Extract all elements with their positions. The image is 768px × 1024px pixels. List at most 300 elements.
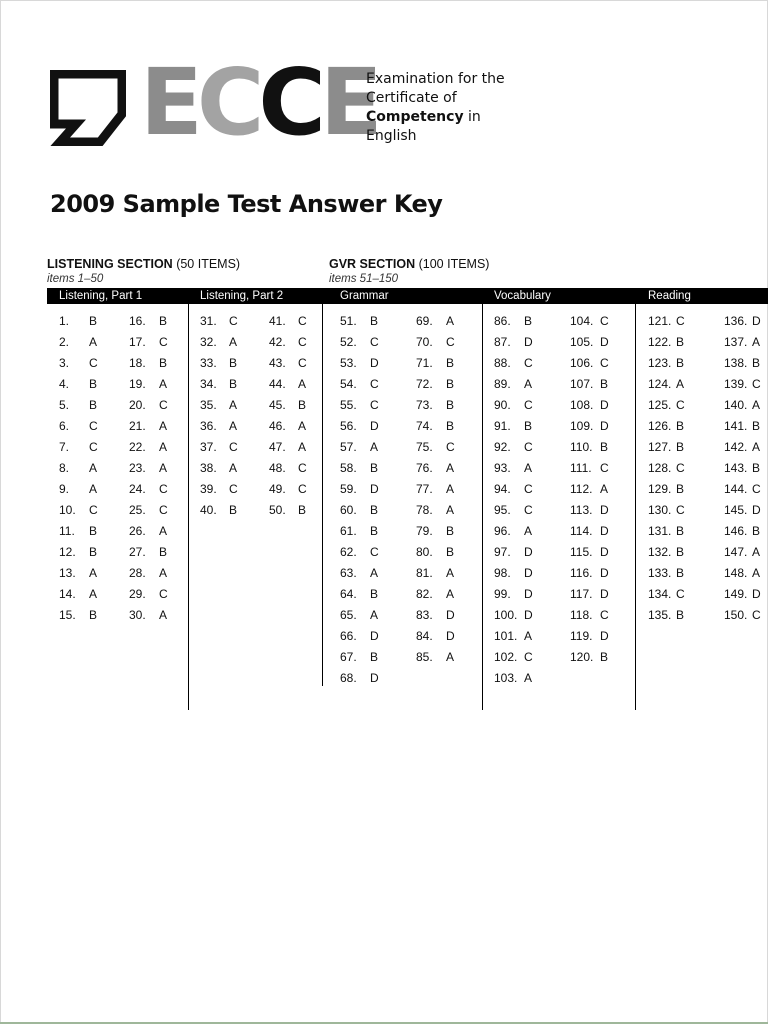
item-number: 35. [200, 398, 217, 412]
answer-letter: A [229, 398, 238, 412]
column-header-vocabulary: Vocabulary [494, 290, 551, 302]
answer-letter: C [524, 398, 533, 412]
section-count: (50 ITEMS) [176, 257, 241, 271]
answer-letter: B [524, 314, 533, 328]
item-number: 142. [724, 440, 748, 454]
item-number: 61. [340, 524, 357, 538]
answer-letter: D [446, 608, 455, 622]
item-number: 66. [340, 629, 357, 643]
item-number: 5. [59, 398, 70, 412]
answer-letter: C [159, 482, 168, 496]
item-number: 13. [59, 566, 76, 580]
item-number: 37. [200, 440, 217, 454]
answer-letter: D [524, 335, 533, 349]
item-number: 9. [59, 482, 70, 496]
column-divider [322, 304, 323, 686]
item-number: 100. [494, 608, 518, 622]
answer-letter: D [524, 587, 533, 601]
listening-section-heading [47, 257, 240, 271]
item-number: 51. [340, 314, 357, 328]
answer-letter: C [370, 377, 379, 391]
item-number: 43. [269, 356, 286, 370]
answer-letter: D [752, 314, 761, 328]
answer-letter: D [600, 335, 609, 349]
answer-letter: C [676, 461, 685, 475]
gvr-items-range: items 51–150 [329, 273, 399, 285]
answer-letter: C [89, 440, 98, 454]
answer-letter: B [676, 482, 685, 496]
item-number: 7. [59, 440, 70, 454]
item-number: 88. [494, 356, 511, 370]
item-number: 110. [570, 440, 593, 454]
item-number: 73. [416, 398, 433, 412]
item-number: 150. [724, 608, 748, 622]
answer-letter: D [524, 608, 533, 622]
section-name: GVR SECTION [329, 257, 416, 271]
answer-letter: A [89, 335, 98, 349]
answer-letter: D [752, 503, 761, 517]
answer-letter: A [159, 566, 168, 580]
item-number: 145. [724, 503, 748, 517]
item-number: 72. [416, 377, 433, 391]
answer-letter: B [600, 377, 609, 391]
answer-letter: C [524, 356, 533, 370]
item-number: 1. [59, 314, 70, 328]
ecce-logo-wordmark [140, 49, 377, 156]
item-number: 54. [340, 377, 357, 391]
item-number: 34. [200, 377, 217, 391]
answer-letter: D [524, 545, 533, 559]
item-number: 46. [269, 419, 286, 433]
answer-letter: C [298, 314, 307, 328]
item-number: 136. [724, 314, 748, 328]
item-number: 44. [269, 377, 286, 391]
item-number: 21. [129, 419, 146, 433]
answer-letter: D [370, 356, 379, 370]
item-number: 82. [416, 587, 433, 601]
page-title: 2009 Sample Test Answer Key [50, 190, 443, 218]
logo-letter: C [258, 49, 320, 156]
item-number: 56. [340, 419, 357, 433]
tagline-line: Examination for the [366, 71, 505, 87]
item-number: 147. [724, 545, 748, 559]
answer-letter: A [752, 335, 761, 349]
item-number: 114. [570, 524, 593, 538]
item-number: 30. [129, 608, 146, 622]
item-number: 121. [648, 314, 672, 328]
answer-letter: C [446, 440, 455, 454]
item-number: 17. [129, 335, 146, 349]
answer-letter: B [89, 608, 98, 622]
answer-letter: B [752, 419, 761, 433]
logo-letter: E [140, 49, 197, 156]
tagline-line: Certificate of [366, 90, 457, 106]
answer-letter: A [524, 524, 533, 538]
item-number: 133. [648, 566, 672, 580]
item-number: 22. [129, 440, 146, 454]
item-number: 107. [570, 377, 594, 391]
answer-letter: A [89, 461, 98, 475]
answer-letter: D [752, 587, 761, 601]
answer-letter: C [298, 335, 307, 349]
answer-letter: D [600, 545, 609, 559]
answer-letter: D [370, 482, 379, 496]
answer-letter: A [524, 629, 533, 643]
item-number: 20. [129, 398, 146, 412]
item-number: 48. [269, 461, 286, 475]
answer-letter: C [524, 503, 533, 517]
item-number: 67. [340, 650, 357, 664]
answer-letter: B [370, 314, 379, 328]
item-number: 47. [269, 440, 286, 454]
item-number: 90. [494, 398, 511, 412]
item-number: 134. [648, 587, 672, 601]
item-number: 6. [59, 419, 70, 433]
answer-letter: B [298, 503, 307, 517]
item-number: 71. [416, 356, 433, 370]
item-number: 101. [494, 629, 518, 643]
answer-letter: B [446, 398, 455, 412]
item-number: 14. [59, 587, 76, 601]
item-number: 130. [648, 503, 672, 517]
answer-letter: A [446, 650, 455, 664]
item-number: 77. [416, 482, 433, 496]
item-number: 103. [494, 671, 518, 685]
item-number: 148. [724, 566, 748, 580]
logo-tagline [366, 70, 505, 146]
answer-letter: C [229, 314, 238, 328]
answer-letter: D [600, 524, 609, 538]
answer-letter: D [600, 629, 609, 643]
item-number: 94. [494, 482, 511, 496]
section-name: LISTENING SECTION [47, 257, 173, 271]
item-number: 41. [269, 314, 286, 328]
answer-letter: A [159, 419, 168, 433]
answer-letter: B [370, 503, 379, 517]
answer-letter: C [159, 398, 168, 412]
answer-letter: A [752, 398, 761, 412]
item-number: 104. [570, 314, 594, 328]
item-number: 124. [648, 377, 672, 391]
item-number: 25. [129, 503, 146, 517]
item-number: 53. [340, 356, 357, 370]
answer-letter: C [676, 503, 685, 517]
answer-letter: A [446, 566, 455, 580]
item-number: 119. [570, 629, 593, 643]
answer-letter: A [446, 482, 455, 496]
answer-letter: A [752, 440, 761, 454]
item-number: 28. [129, 566, 146, 580]
answer-letter: C [159, 587, 168, 601]
answer-letter: A [229, 419, 238, 433]
item-number: 40. [200, 503, 217, 517]
item-number: 135. [648, 608, 672, 622]
item-number: 81. [416, 566, 433, 580]
answer-letter: C [752, 608, 761, 622]
item-number: 45. [269, 398, 286, 412]
item-number: 12. [59, 545, 76, 559]
item-number: 120. [570, 650, 594, 664]
item-number: 65. [340, 608, 357, 622]
answer-letter: D [600, 587, 609, 601]
answer-letter: B [159, 314, 168, 328]
item-number: 111. [570, 461, 592, 475]
answer-letter: C [676, 587, 685, 601]
item-number: 75. [416, 440, 433, 454]
answer-letter: D [370, 419, 379, 433]
item-number: 42. [269, 335, 286, 349]
item-number: 78. [416, 503, 433, 517]
item-number: 85. [416, 650, 433, 664]
answer-letter: B [229, 377, 238, 391]
item-number: 105. [570, 335, 594, 349]
column-header-listening-part1: Listening, Part 1 [59, 290, 143, 302]
answer-letter: B [676, 419, 685, 433]
answer-letter: B [370, 587, 379, 601]
answer-letter: C [370, 335, 379, 349]
answer-letter: C [524, 650, 533, 664]
answer-letter: A [370, 566, 379, 580]
answer-letter: C [676, 398, 685, 412]
item-number: 91. [494, 419, 511, 433]
item-number: 144. [724, 482, 748, 496]
item-number: 117. [570, 587, 593, 601]
item-number: 109. [570, 419, 594, 433]
column-divider [188, 304, 189, 710]
answer-letter: A [229, 335, 238, 349]
item-number: 26. [129, 524, 146, 538]
answer-letter: B [600, 440, 609, 454]
speech-bubble-logo-icon [50, 70, 126, 146]
answer-letter: B [676, 335, 685, 349]
item-number: 60. [340, 503, 357, 517]
column-header-grammar: Grammar [340, 290, 389, 302]
item-number: 115. [570, 545, 593, 559]
answer-letter: D [600, 419, 609, 433]
item-number: 57. [340, 440, 357, 454]
item-number: 132. [648, 545, 672, 559]
answer-letter: A [446, 503, 455, 517]
answer-letter: B [524, 419, 533, 433]
answer-letter: A [370, 608, 379, 622]
column-header-listening-part2: Listening, Part 2 [200, 290, 284, 302]
item-number: 102. [494, 650, 518, 664]
answer-letter: A [89, 587, 98, 601]
answer-letter: A [159, 524, 168, 538]
item-number: 68. [340, 671, 357, 685]
item-number: 70. [416, 335, 433, 349]
item-number: 29. [129, 587, 146, 601]
item-number: 39. [200, 482, 217, 496]
item-number: 83. [416, 608, 433, 622]
answer-letter: A [159, 377, 168, 391]
item-number: 58. [340, 461, 357, 475]
item-number: 3. [59, 356, 70, 370]
answer-letter: C [370, 398, 379, 412]
item-number: 2. [59, 335, 70, 349]
item-number: 27. [129, 545, 146, 559]
answer-letter: C [229, 482, 238, 496]
answer-letter: C [446, 335, 455, 349]
answer-letter: D [446, 629, 455, 643]
answer-letter: B [676, 356, 685, 370]
answer-letter: B [298, 398, 307, 412]
tagline-line: English [366, 128, 417, 144]
item-number: 36. [200, 419, 217, 433]
answer-letter: B [229, 503, 238, 517]
answer-letter: B [752, 461, 761, 475]
item-number: 143. [724, 461, 748, 475]
answer-letter: B [676, 545, 685, 559]
answer-letter: B [676, 566, 685, 580]
answer-letter: B [89, 398, 98, 412]
item-number: 86. [494, 314, 511, 328]
column-divider [482, 304, 483, 710]
answer-letter: A [89, 566, 98, 580]
item-number: 89. [494, 377, 511, 391]
answer-letter: B [89, 314, 98, 328]
item-number: 108. [570, 398, 594, 412]
tagline-bold-word: Competency [366, 109, 464, 125]
column-header-reading: Reading [648, 290, 691, 302]
answer-letter: A [229, 461, 238, 475]
item-number: 50. [269, 503, 286, 517]
answer-letter: A [298, 419, 307, 433]
answer-letter: B [89, 545, 98, 559]
answer-letter: A [752, 566, 761, 580]
item-number: 126. [648, 419, 672, 433]
answer-letter: A [524, 671, 533, 685]
answer-letter: C [752, 377, 761, 391]
section-count: (100 ITEMS) [418, 257, 490, 271]
item-number: 64. [340, 587, 357, 601]
item-number: 69. [416, 314, 433, 328]
logo-letter: E [319, 49, 377, 156]
answer-letter: C [676, 314, 685, 328]
item-number: 23. [129, 461, 146, 475]
gvr-section-heading [329, 257, 489, 271]
item-number: 127. [648, 440, 672, 454]
answer-letter: B [370, 650, 379, 664]
item-number: 4. [59, 377, 70, 391]
answer-letter: C [89, 356, 98, 370]
item-number: 131. [648, 524, 672, 538]
answer-letter: A [298, 440, 307, 454]
item-number: 112. [570, 482, 593, 496]
item-number: 123. [648, 356, 672, 370]
tagline-word: in [468, 109, 481, 125]
answer-letter: C [524, 482, 533, 496]
answer-letter: B [159, 356, 168, 370]
answer-letter: A [370, 440, 379, 454]
answer-letter: A [159, 608, 168, 622]
answer-letter: B [229, 356, 238, 370]
answer-letter: B [600, 650, 609, 664]
answer-letter: D [524, 566, 533, 580]
answer-letter: B [752, 524, 761, 538]
item-number: 33. [200, 356, 217, 370]
answer-letter: A [446, 461, 455, 475]
answer-letter: A [298, 377, 307, 391]
answer-letter: B [676, 524, 685, 538]
item-number: 92. [494, 440, 511, 454]
answer-letter: C [229, 440, 238, 454]
answer-letter: A [89, 482, 98, 496]
answer-letter: C [600, 314, 609, 328]
item-number: 11. [59, 524, 75, 538]
answer-letter: D [600, 566, 609, 580]
item-number: 62. [340, 545, 357, 559]
item-number: 59. [340, 482, 357, 496]
answer-letter: B [446, 545, 455, 559]
item-number: 15. [59, 608, 76, 622]
answer-letter: C [159, 335, 168, 349]
tagline-line [366, 108, 505, 127]
answer-letter: C [298, 356, 307, 370]
item-number: 52. [340, 335, 357, 349]
answer-letter: C [370, 545, 379, 559]
answer-letter: C [752, 482, 761, 496]
item-number: 8. [59, 461, 70, 475]
item-number: 31. [200, 314, 217, 328]
item-number: 16. [129, 314, 146, 328]
item-number: 137. [724, 335, 748, 349]
item-number: 38. [200, 461, 217, 475]
answer-letter: C [600, 356, 609, 370]
item-number: 76. [416, 461, 433, 475]
answer-letter: A [524, 461, 533, 475]
item-number: 18. [129, 356, 146, 370]
answer-letter: C [298, 482, 307, 496]
item-number: 49. [269, 482, 286, 496]
logo-letter: C [196, 49, 259, 156]
answer-letter: B [446, 524, 455, 538]
listening-items-range: items 1–50 [47, 273, 104, 285]
answer-letter: D [600, 398, 609, 412]
answer-letter: C [89, 419, 98, 433]
answer-letter: D [370, 671, 379, 685]
answer-letter: C [600, 461, 609, 475]
answer-letter: C [159, 503, 168, 517]
item-number: 19. [129, 377, 146, 391]
item-number: 74. [416, 419, 433, 433]
answer-letter: B [446, 356, 455, 370]
item-number: 149. [724, 587, 748, 601]
item-number: 106. [570, 356, 594, 370]
answer-letter: A [524, 377, 533, 391]
answer-letter: C [298, 461, 307, 475]
item-number: 99. [494, 587, 511, 601]
item-number: 141. [724, 419, 748, 433]
item-number: 122. [648, 335, 672, 349]
answer-letter: D [600, 503, 609, 517]
item-number: 96. [494, 524, 511, 538]
item-number: 129. [648, 482, 672, 496]
item-number: 80. [416, 545, 433, 559]
item-number: 138. [724, 356, 748, 370]
item-number: 146. [724, 524, 748, 538]
item-number: 63. [340, 566, 357, 580]
item-number: 32. [200, 335, 217, 349]
answer-letter: A [676, 377, 685, 391]
item-number: 97. [494, 545, 511, 559]
answer-letter: A [600, 482, 609, 496]
answer-letter: B [370, 524, 379, 538]
item-number: 118. [570, 608, 593, 622]
answer-letter: A [752, 545, 761, 559]
answer-letter: A [159, 461, 168, 475]
answer-letter: A [159, 440, 168, 454]
